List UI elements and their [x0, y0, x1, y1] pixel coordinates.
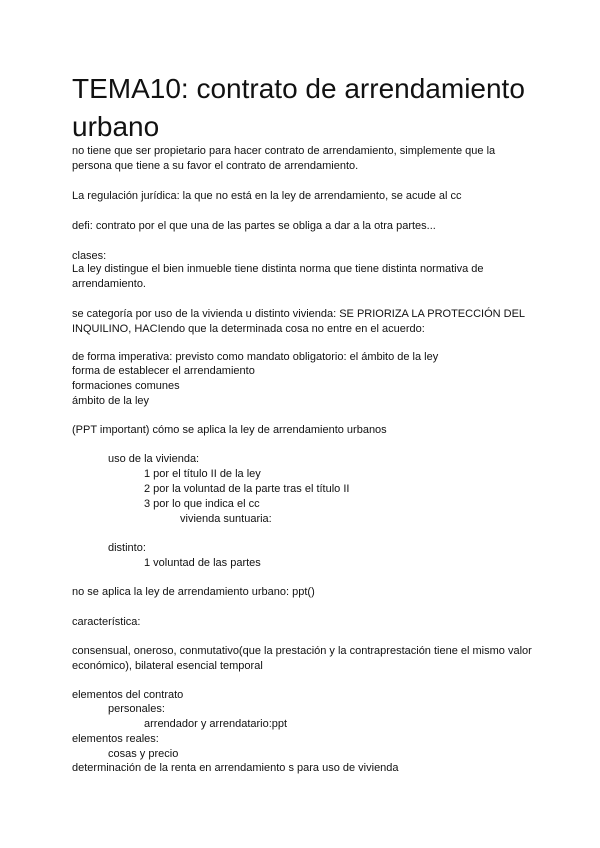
document-title: TEMA10: contrato de arrendamiento urbano [72, 73, 525, 142]
paragraph-ppt-important: (PPT important) cómo se aplica la ley de arrendamiento urbanos [72, 424, 387, 436]
heading-elementos-contrato: elementos del contrato [72, 689, 184, 701]
list-item: 1 por el título II de la ley [144, 468, 261, 480]
list-item: 2 por la voluntad de la parte tras el título II [144, 483, 350, 495]
list-item: cosas y precio [108, 748, 179, 760]
heading-caracteristica: característica: [72, 616, 141, 628]
paragraph-propietario: no tiene que ser propietario para hacer contrato de arrendamiento, simplemente que la persona que tiene a su favor el contrato de arrendamiento. [72, 145, 496, 172]
list-item-uso-vivienda: uso de la vivienda: [108, 453, 200, 465]
paragraph-no-se-aplica: no se aplica la ley de arrendamiento urbano: ppt() [72, 586, 315, 598]
list-item: 1 voluntad de las partes [144, 557, 261, 569]
list-item: arrendador y arrendatario:ppt [144, 718, 288, 730]
list-item: forma de establecer el arrendamiento [72, 365, 255, 377]
paragraph-ley-distingue: La ley distingue el bien inmueble tiene distinta norma que tiene distinta normativa de arrendamiento. [72, 263, 484, 290]
heading-clases: clases: [72, 250, 107, 262]
list-item: de forma imperativa: previsto como mandato obligatorio: el ámbito de la ley [72, 351, 439, 363]
list-item-personales: personales: [108, 703, 165, 715]
heading-elementos-reales: elementos reales: [72, 733, 159, 745]
paragraph-consensual: consensual, oneroso, conmutativo(que la prestación y la contraprestación tiene el mismo valor económico), bilateral esencial temporal [72, 645, 532, 672]
paragraph-determinacion-renta: determinación de la renta en arrendamiento s para uso de vivienda [72, 762, 399, 774]
list-item-vivienda-suntuaria: vivienda suntuaria: [180, 513, 272, 525]
paragraph-definicion: defi: contrato por el que una de las partes se obliga a dar a la otra partes... [72, 220, 436, 232]
list-item: ámbito de la ley [72, 395, 150, 407]
paragraph-regulacion: La regulación jurídica: la que no está en la ley de arrendamiento, se acude al cc [72, 190, 462, 202]
list-item: formaciones comunes [72, 380, 180, 392]
list-item: 3 por lo que indica el cc [144, 498, 260, 510]
paragraph-categoria: se categoría por uso de la vivienda u distinto vivienda: SE PRIORIZA LA PROTECCIÓN DEL INQUILINO, HACIendo que la determinada cosa no entre en el acuerdo: [72, 308, 525, 335]
list-item-distinto: distinto: [108, 542, 146, 554]
